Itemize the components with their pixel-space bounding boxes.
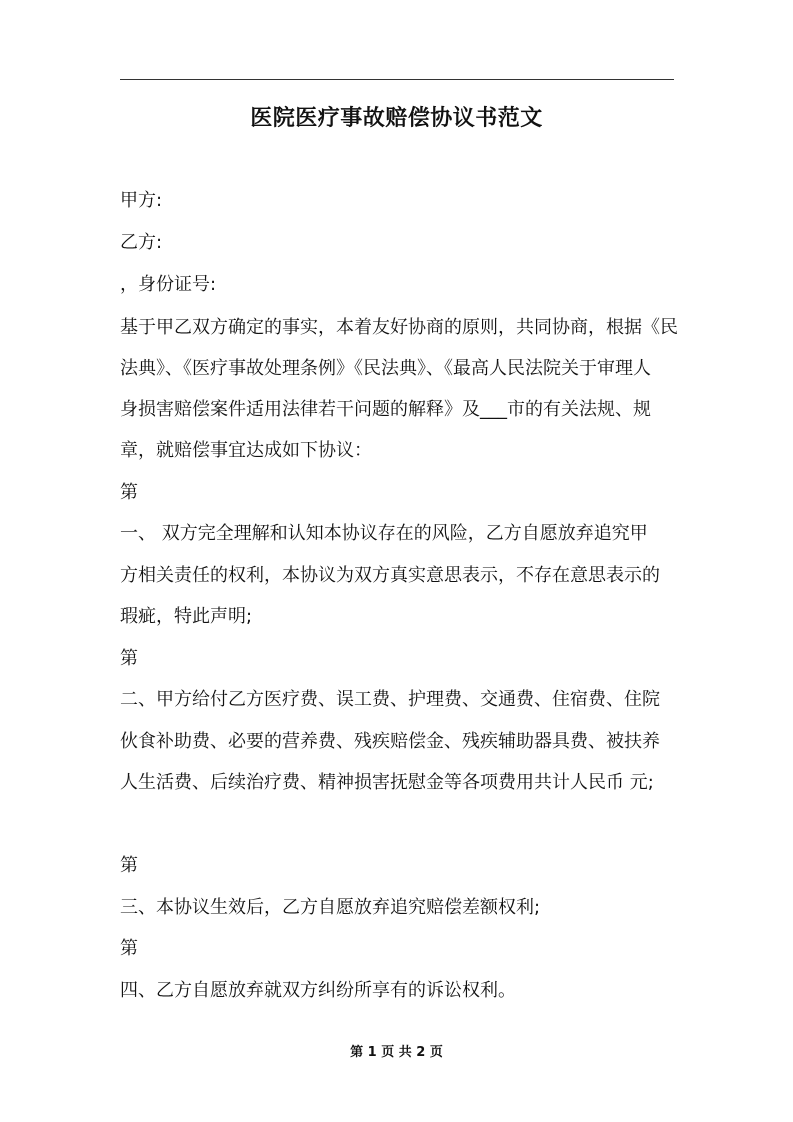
article-marker: 第 [120,938,138,959]
id-number-line: ，身份证号: [120,274,217,295]
paragraph-line: 法典》、《医疗事故处理条例》《民法典》、《最高人民法院关于审理人 [120,358,651,379]
paragraph-line: 伙食补助费、必要的营养费、残疾赔偿金、残疾辅助器具费、被扶养 [120,731,660,752]
paragraph-line: 瑕疵，特此声明; [120,606,253,627]
paragraph-line: 一、 双方完全理解和认知本协议存在的风险，乙方自愿放弃追究甲 [120,523,648,544]
paragraph-line: 身损害赔偿案件适用法律若干问题的解释》及___市的有关法规、规 [120,399,651,420]
party-b-line: 乙方: [120,232,163,253]
paragraph-line: 基于甲乙双方确定的事实，本着友好协商的原则，共同协商，根据《民 [120,317,678,338]
header-rule [120,79,674,80]
paragraph-line: 章，就赔偿事宜达成如下协议： [120,440,372,461]
article-marker: 第 [120,855,138,876]
paragraph-line: 人生活费、后续治疗费、精神损害抚慰金等各项费用共计人民币 元; [120,772,654,793]
page-number: 第 1 页 共 2 页 [350,1045,443,1060]
paragraph-line: 二、甲方给付乙方医疗费、误工费、护理费、交通费、住宿费、住院 [120,689,660,710]
paragraph-line: 四、乙方自愿放弃就双方纠纷所享有的诉讼权利。 [120,980,516,1001]
party-a-line: 甲方: [120,190,163,211]
paragraph-line: 方相关责任的权利，本协议为双方真实意思表示，不存在意思表示的 [120,565,660,586]
article-marker: 第 [120,482,138,503]
document-title: 医院医疗事故赔偿协议书范文 [250,106,543,131]
paragraph-line: 三、本协议生效后，乙方自愿放弃追究赔偿差额权利; [120,897,541,918]
article-marker: 第 [120,648,138,669]
